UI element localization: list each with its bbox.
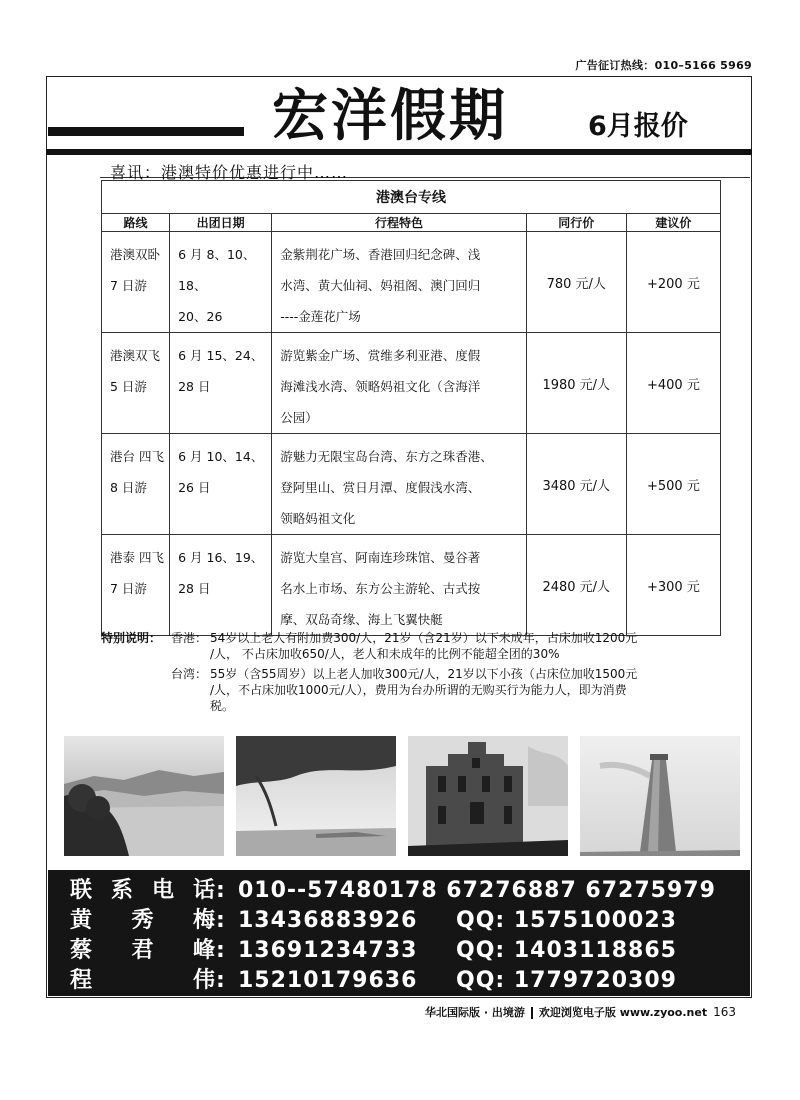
- note-text: 54岁以上老人有附加费300/人，21岁（含21岁）以下未成年，占床加收1200元 /人， 不占床加收650/人，老人和未成年的比例不能超全团的30%: [210, 631, 638, 661]
- suggested-price-cell: +500 元: [626, 434, 720, 535]
- table-title: 港澳台专线: [102, 181, 721, 214]
- itinerary-cell: 游览大皇宫、阿南连珍珠馆、曼谷著 名水上市场、东方公主游轮、古式按 摩、双岛奇缘、海上飞翼快艇: [272, 535, 526, 636]
- itinerary-cell: 金紫荆花广场、香港回归纪念碑、浅 水湾、黄大仙祠、妈祖阁、澳门回归 ----金莲花广场: [272, 232, 526, 333]
- tree-sunset-photo: [236, 736, 396, 856]
- monument-photo: [580, 736, 740, 856]
- contact-qq: QQ: 1779720309: [456, 968, 677, 993]
- note-text: 55岁（含55周岁）以上老人加收300元/人，21岁以下小孩（占床位加收1500元 /人，不占床加收1000元/人），费用为台办所谓的无购买行为能力人，即为消费 税。: [210, 667, 638, 713]
- peer-price-cell: 780 元/人: [526, 232, 626, 333]
- dates-cell: 6 月 16、19、 28 日: [170, 535, 272, 636]
- ruins-st-paul-photo: [408, 736, 568, 856]
- header-itinerary: 行程特色: [272, 214, 526, 232]
- dates-cell: 6 月 10、14、 26 日: [170, 434, 272, 535]
- route-cell: 港澳双卧 7 日游: [102, 232, 170, 333]
- itinerary-cell: 游览紫金广场、赏维多利亚港、度假 海滩浅水湾、领略妈祖文化（含海洋 公园）: [272, 333, 526, 434]
- contact-panel: 联系电话 : 010--57480178 67276887 67275979 黄秀梅 : 13436883926 QQ: 1575100023 蔡君峰 : 13691234733 QQ: 1403118865 程伟 : 15210179636 QQ: 1779720309: [48, 870, 750, 996]
- peer-price-cell: 1980 元/人: [526, 333, 626, 434]
- contact-qq: QQ: 1575100023: [456, 908, 677, 933]
- table-header-row: [102, 214, 721, 232]
- footer-website[interactable]: 欢迎浏览电子版 www.zyoo.net: [538, 1006, 708, 1019]
- contact-main-phones: 010--57480178 67276887 67275979: [238, 878, 716, 903]
- header-route: 路线: [102, 214, 170, 232]
- dates-cell: 6 月 15、24、 28 日: [170, 333, 272, 434]
- peer-price-cell: 3480 元/人: [526, 434, 626, 535]
- dates-cell: 6 月 8、10、18、 20、26: [170, 232, 272, 333]
- title-bar-decoration: [48, 127, 244, 136]
- footer-divider: [531, 1007, 533, 1019]
- page-footer: [425, 1004, 736, 1020]
- note-taiwan: [171, 666, 710, 714]
- suggested-price-cell: +200 元: [626, 232, 720, 333]
- contact-label: 联系电话: [70, 878, 216, 903]
- route-cell: 港台 四飞 8 日游: [102, 434, 170, 535]
- route-cell: 港澳双飞 5 日游: [102, 333, 170, 434]
- route-cell: 港泰 四飞 7 日游: [102, 535, 170, 636]
- mountain-lake-photo: [64, 736, 224, 856]
- ad-hotline: 广告征订热线：010–5166 5969: [575, 59, 752, 72]
- note-region: 台湾：: [171, 667, 208, 681]
- header-rule: [46, 149, 752, 155]
- promo-banner: 喜讯：港澳特价优惠进行中……: [110, 163, 349, 182]
- suggested-price-cell: +300 元: [626, 535, 720, 636]
- header-dates: 出团日期: [170, 214, 272, 232]
- itinerary-cell: 游魅力无限宝岛台湾、东方之珠香港、 登阿里山、赏日月潭、度假浅水湾、 领略妈祖文化: [272, 434, 526, 535]
- route-table: [101, 180, 721, 636]
- table-row: [102, 333, 721, 434]
- footer-edition: 华北国际版 · 出境游: [425, 1006, 525, 1019]
- contact-phone: 15210179636: [238, 968, 418, 993]
- table-row: [102, 535, 721, 636]
- notes-label: 特别说明：: [101, 631, 162, 645]
- price-subtitle: 6月报价: [588, 111, 688, 142]
- header-peer-price: 同行价: [526, 214, 626, 232]
- contact-name: 黄秀梅: [70, 908, 216, 933]
- table-row: [102, 434, 721, 535]
- brand-title: 宏洋假期: [272, 84, 508, 149]
- note-hongkong: [171, 630, 710, 662]
- table-row: [102, 232, 721, 333]
- note-region: 香港：: [171, 631, 208, 645]
- contact-phone: 13691234733: [238, 938, 418, 963]
- page-number: 163: [713, 1005, 736, 1019]
- contact-phone: 13436883926: [238, 908, 418, 933]
- photo-strip: [64, 736, 736, 856]
- suggested-price-cell: +400 元: [626, 333, 720, 434]
- contact-qq: QQ: 1403118865: [456, 938, 677, 963]
- header-suggested-price: 建议价: [626, 214, 720, 232]
- contact-name: 蔡君峰: [70, 938, 216, 963]
- peer-price-cell: 2480 元/人: [526, 535, 626, 636]
- contact-name: 程伟: [70, 968, 216, 993]
